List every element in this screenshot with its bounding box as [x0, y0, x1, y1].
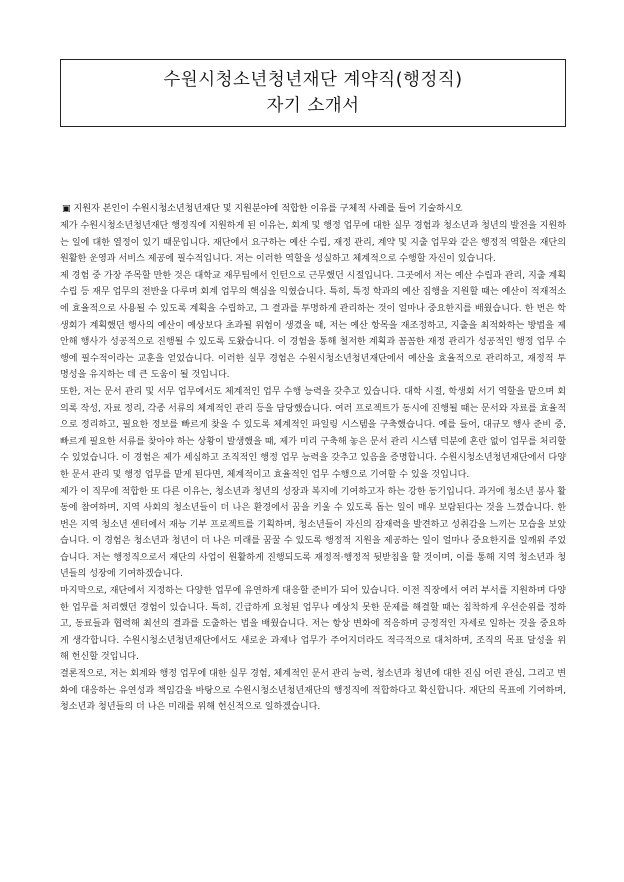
- title-box: [60, 59, 566, 127]
- document-subtitle: 자기 소개서: [266, 96, 360, 116]
- paragraph-document-management: 또한, 저는 문서 관리 및 서무 업무에서도 체계적인 업무 수행 능력을 갖추고 있습니다. 대학 시절, 학생회 서기 역할을 맡으며 회의록 작성, 자료 정리, 각종 서류의 체계적인 관리 등을 담당했습니다. 여러 프로젝트가 동시에 진행될 때는 문서와 자료를 효율적으로 정리하고, 필요한 정보를 빠르게 찾을 수 있도록 체계적인 파일링 시스템을 구축했습니다. 예를 들어, 대규모 행사 준비 중, 빠르게 필요한 서류를 찾아야 하는 상황이 발생했을 때, 제가 미리 구축해 놓은 문서 관리 시스템 덕분에 혼란 없이 업무를 처리할 수 있었습니다. 이 경험은 제가 세심하고 조직적인 행정 업무 능력을 갖추고 있음을 증명합니다. 수원시청소년청년재단에서 다양한 문서 관리 및 행정 업무를 맡게 된다면, 체계적이고 효율적인 업무 수행으로 기여할 수 있을 것입니다.: [60, 386, 566, 480]
- paragraph-conclusion: 결론적으로, 저는 회계와 행정 업무에 대한 실무 경험, 체계적인 문서 관리 능력, 청소년과 청년에 대한 진심 어린 관심, 그리고 변화에 대응하는 유연성과 책임감을 바탕으로 수원시청소년청년재단의 행정직에 적합하다고 확신합니다. 재단의 목표에 기여하며, 청소년과 청년들의 더 나은 미래를 위해 헌신적으로 일하겠습니다.: [60, 669, 566, 713]
- paragraph-youth-motivation: 제가 이 직무에 적합한 또 다른 이유는, 청소년과 청년의 성장과 복지에 기여하고자 하는 강한 동기입니다. 과거에 청소년 봉사 활동에 참여하며, 지역 사회의 청소년들이 더 나은 환경에서 꿈을 키울 수 있도록 돕는 일이 매우 보람된다는 것을 느꼈습니다. 한 번은 지역 청소년 센터에서 재능 기부 프로젝트를 기획하며, 청소년들이 자신의 잠재력을 발견하고 성취감을 느끼는 모습을 보았습니다. 이 경험은 청소년과 청년이 더 나은 미래를 꿈꿀 수 있도록 행정적 지원을 제공하는 일이 얼마나 중요한지를 일깨워 주었습니다. 저는 행정직으로서 재단의 사업이 원활하게 진행되도록 재정적·행정적 뒷받침을 할 것이며, 이를 통해 지역 청소년과 청년들의 성장에 기여하겠습니다.: [60, 486, 566, 580]
- question-heading: ▣ 지원자 본인이 수원시청소년청년재단 및 지원분야에 적합한 이유를 구체적 사례를 들어 기술하시오: [62, 204, 463, 214]
- document-title: 수원시청소년청년재단 계약직(행정직): [163, 70, 463, 90]
- paragraph-flexibility: 마지막으로, 재단에서 지정하는 다양한 업무에 유연하게 대응할 준비가 되어 있습니다. 이전 직장에서 여러 부서를 지원하며 다양한 업무를 처리했던 경험이 있습니다. 특히, 긴급하게 요청된 업무나 예상치 못한 문제를 해결할 때는 침착하게 우선순위를 정하고, 동료들과 협력해 최선의 결과를 도출하는 법을 배웠습니다. 저는 항상 변화에 적응하며 긍정적인 자세로 일하는 것을 중요하게 생각합니다. 수원시청소년청년재단에서도 새로운 과제나 업무가 주어지더라도 적극적으로 대처하며, 조직의 목표 달성을 위해 헌신할 것입니다.: [60, 586, 566, 663]
- document-page: [60, 59, 566, 716]
- essay-body: [60, 218, 566, 716]
- paragraph-finance-experience: 제 경험 중 가장 주목할 만한 것은 대학교 재무팀에서 인턴으로 근무했던 시절입니다. 그곳에서 저는 예산 수립과 관리, 지출 계획 수립 등 재무 업무의 전반을 다루며 회계 업무의 핵심을 익혔습니다. 특히, 특정 학과의 예산 집행을 지원할 때는 예산이 적재적소에 효율적으로 사용될 수 있도록 계획을 수립하고, 그 결과를 투명하게 관리하는 것이 얼마나 중요한지를 배웠습니다. 한 번은 학생회가 계획했던 행사의 예산이 예상보다 초과될 위험이 생겼을 때, 저는 예산 항목을 재조정하고, 지출을 최적화하는 방법을 제안해 행사가 성공적으로 진행될 수 있도록 도왔습니다. 이 경험을 통해 철저한 계획과 꼼꼼한 재정 관리가 성공적인 행정 업무 수행에 필수적이라는 교훈을 얻었습니다. 이러한 실무 경험은 수원시청소년청년재단에서 예산을 효율적으로 관리하고, 재정적 투명성을 유지하는 데 큰 도움이 될 것입니다.: [60, 270, 566, 381]
- paragraph-motivation: 제가 수원시청소년청년재단 행정직에 지원하게 된 이유는, 회계 및 행정 업무에 대한 실무 경험과 청소년과 청년의 발전을 지원하는 일에 대한 열정이 있기 때문입니다. 재단에서 요구하는 예산 수립, 재정 관리, 계약 및 지출 업무와 같은 행정적 역할은 재단의 원활한 운영과 서비스 제공에 필수적입니다. 저는 이러한 역할을 성실하고 체계적으로 수행할 자신이 있습니다.: [60, 221, 566, 265]
